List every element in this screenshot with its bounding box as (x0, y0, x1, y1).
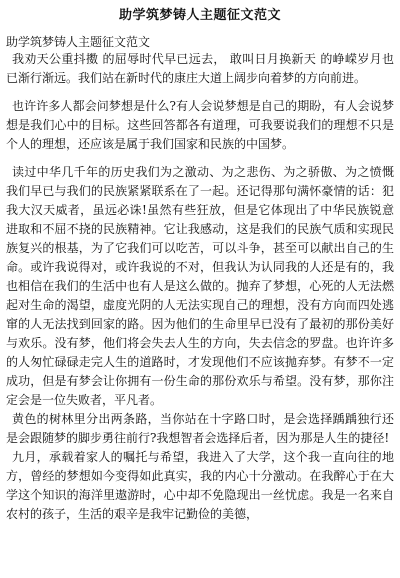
paragraph-2: 也许许多人都会问梦想是什么?有人会说梦想是自己的期盼，有人会说梦想是我们心中的目标。这些回答都各有道理，可我要说我们的理想不只是个人的理想，还应该是属于我们国家和民族的中国梦。 (6, 99, 394, 151)
paragraph-5: 九月，承载着家人的嘱托与希望，我进入了大学，这个我一直向往的地方，曾经的梦想如今变得如此真实，我的内心十分激动。在我醉心于在大学这个知识的海洋里遨游时，心中却不免隐现出一丝忧虑。我是一名来自农村的孩子，生活的艰辛是我牢记勤俭的美德， (6, 450, 394, 521)
paragraph-1: 我劝天公重抖擞 的屈辱时代早已远去， 敢叫日月换新天 的峥嵘岁月也已渐行渐远。我们站在新时代的康庄大道上阔步向着梦的方向前进。 (6, 52, 394, 85)
document-body (0, 50, 400, 524)
paragraph-gap (6, 88, 394, 97)
paragraph-4: 黄色的树林里分出两条路，当你站在十字路口时，是会选择踽踽独行还是会跟随梦的脚步勇往前行?我想智者会选择后者，因为那是人生的捷径! (6, 412, 394, 445)
document-subtitle: 助学筑梦铸人主题征文范文 (6, 35, 151, 49)
document-title: 助学筑梦铸人主题征文范文 (118, 8, 281, 23)
paragraph-gap (6, 154, 394, 163)
paragraph-3: 读过中华几千年的历史我们为之激动、为之悲伤、为之骄傲、为之愤慨 我们早已与我们的民族紧紧联系在了一起。还记得那句满怀豪情的话：犯我大汉天威者，虽远必诛!虽然有些狂放，但是它体现出了中华民族锐意进取和不屈不挠的民族精神。它让我感动，这是我们的民族气质和实现民族复兴的根基，为了它我们可以吃苦，可以斗争，甚至可以献出自己的生命。或许我说得对，或许我说的不对，但我认为认同我的人还是有的，我也相信在我们的生活中也有人是这么做的。抛弃了梦想，心死的人无法燃起对生命的渴望，虚度光阴的人无法实现自己的理想，没有方向而四处逃窜的人无法找到回家的路。因为他们的生命里早已没有了最初的那份美好与欢乐。没有梦，他们将会失去人生的方向，失去信念的罗盘。也许许多的人匆忙碌碌走完人生的道路时，才发现他们不应该抛弃梦。有梦不一定成功，但是有梦会让你拥有一份生命的那份欢乐与希望。没有梦，那你注定会是一位失败者，平凡者。 (6, 165, 394, 407)
